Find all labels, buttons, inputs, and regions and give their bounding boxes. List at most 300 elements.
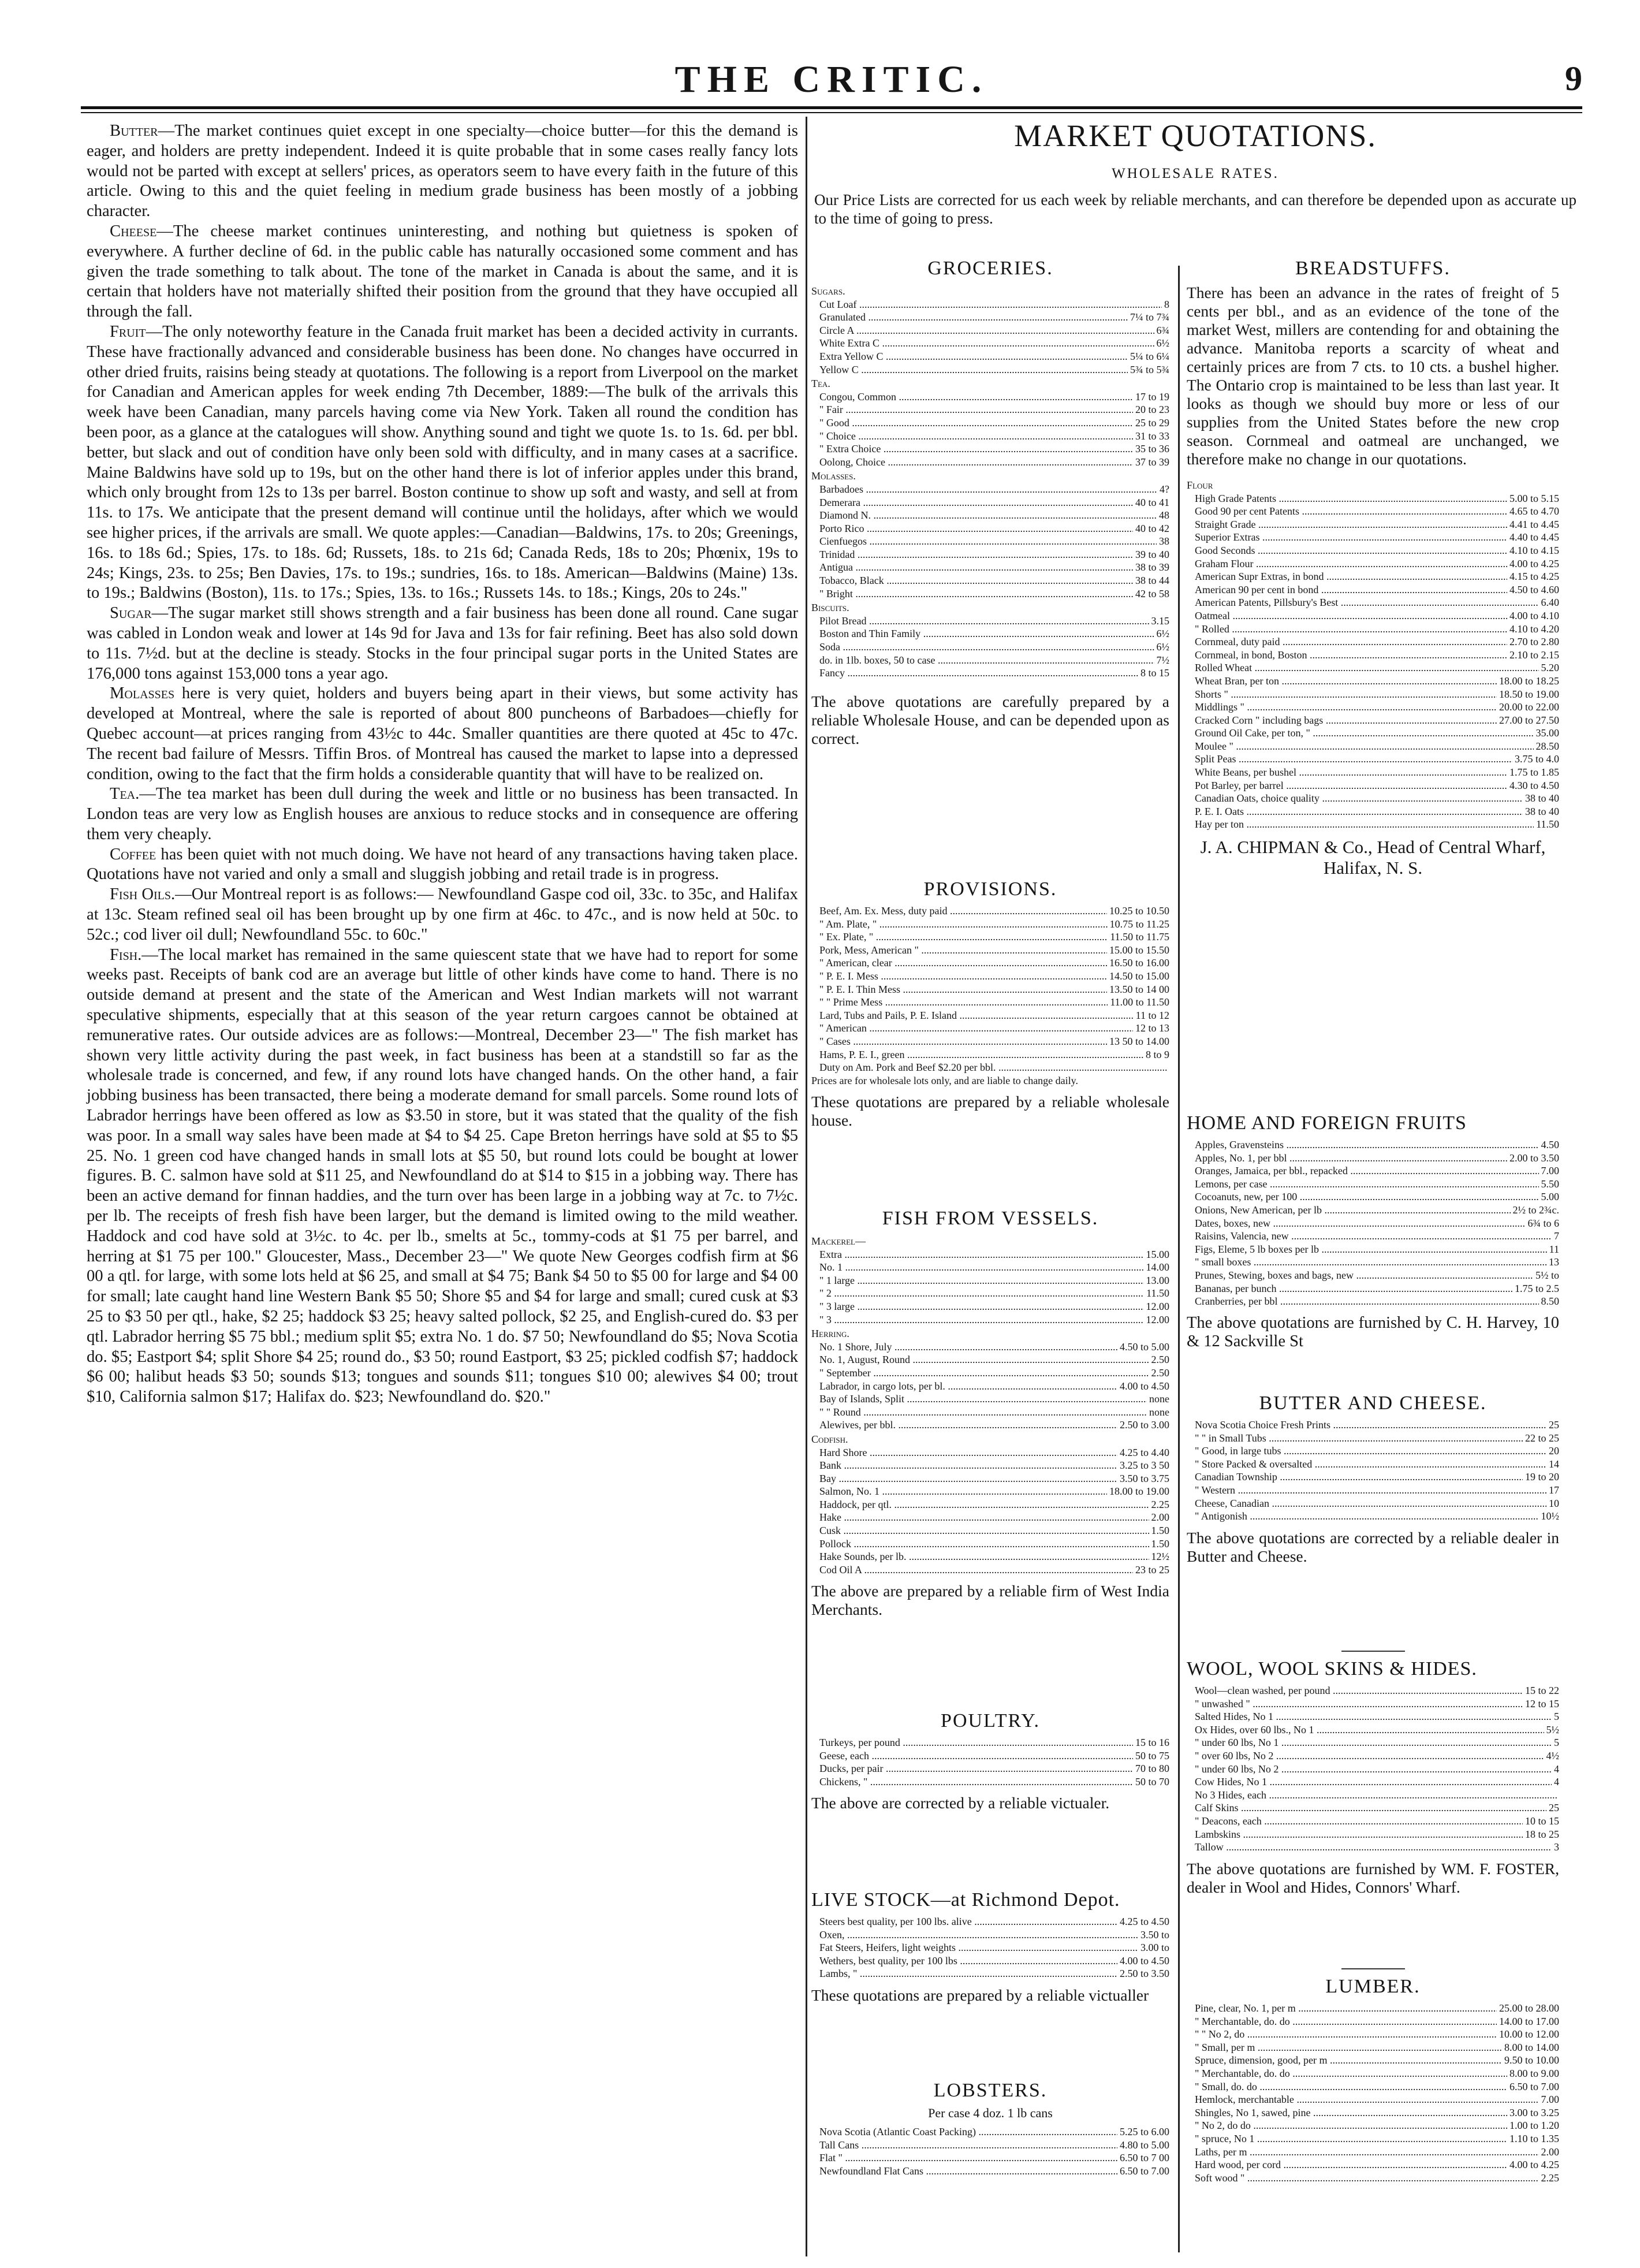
item-price: 3.25 to 3 50	[1119, 1459, 1169, 1472]
provisions-fine-print: Prices are for wholesale lots only, and are liable to change daily.	[811, 1074, 1078, 1086]
price-row	[811, 442, 1169, 456]
item-name: Oxen, .....	[811, 1928, 1138, 1942]
item-name: Wethers, best quality, per 100 lbs .....	[811, 1954, 1117, 1968]
price-row	[1187, 1710, 1559, 1723]
price-row	[811, 324, 1169, 337]
item-price: 6¾ to 6	[1527, 1217, 1559, 1229]
item-price: 25	[1549, 1419, 1559, 1431]
item-name: " American .....	[811, 1022, 1133, 1035]
item-price: 4.10 to 4.20	[1509, 623, 1559, 635]
item-price: 38	[1159, 535, 1169, 548]
item-price: 39 to 40	[1135, 548, 1169, 560]
price-row	[811, 337, 1169, 350]
item-name: Tall Cans .....	[811, 2139, 1117, 2152]
price-row	[1187, 805, 1559, 818]
item-price: 6.50 to 7.00	[1509, 2080, 1559, 2092]
price-row	[811, 416, 1169, 430]
report-paragraph	[87, 945, 798, 1407]
price-row	[811, 2139, 1169, 2152]
item-price: 10 to 15	[1525, 1815, 1559, 1827]
price-row	[1187, 766, 1559, 779]
report-text: —The sugar market still shows strength and a fair business has been done all round. Cane sugar was cabled in London weak and lower at 14s 9d for Java and 13s for fair refining. Beet has also sold down to 11s. 7½d. but at the decline is steady. Stocks in the four principal sugar ports in the United States are 176,000 tons against 153,000 tons a year ago.	[87, 604, 798, 683]
item-name: " Small, per m .....	[1187, 2041, 1502, 2054]
item-price: 20 to 23	[1135, 404, 1169, 416]
report-paragraph	[87, 121, 798, 222]
item-name: Dates, boxes, new .....	[1187, 1217, 1525, 1230]
section-rule	[1341, 1968, 1405, 1969]
item-price: 9.50 to 10.00	[1504, 2054, 1559, 2066]
item-name: Shingles, No 1, sawed, pine .....	[1187, 2106, 1507, 2120]
item-name: Bananas, per bunch .....	[1187, 1282, 1512, 1295]
price-row	[1187, 727, 1559, 740]
item-name: " " in Small Tubs .....	[1187, 1432, 1523, 1445]
price-row	[1187, 1190, 1559, 1204]
price-row	[1187, 2067, 1559, 2080]
price-row	[1187, 583, 1559, 597]
item-name: do. in 1lb. boxes, 50 to case .....	[811, 654, 1154, 667]
price-row	[811, 1406, 1169, 1419]
item-name: Superior Extras .....	[1187, 531, 1507, 544]
report-lead: Coffee	[110, 845, 156, 863]
price-row	[811, 1485, 1169, 1498]
item-name: " 3 large .....	[811, 1300, 1144, 1313]
price-row	[811, 970, 1169, 983]
item-name: Cusk .....	[811, 1524, 1149, 1537]
price-row	[1187, 2028, 1559, 2041]
column-divider	[806, 117, 807, 2256]
item-price: 5½ to	[1535, 1269, 1559, 1281]
item-price: 35 to 36	[1135, 443, 1169, 455]
item-price: 6.40	[1541, 597, 1559, 609]
item-name: Oolong, Choice .....	[811, 456, 1133, 469]
provisions-section	[811, 878, 1169, 1130]
item-name: Soda .....	[811, 640, 1154, 654]
item-name: Hard Shore .....	[811, 1446, 1117, 1459]
item-name: Hemlock, merchantable .....	[1187, 2093, 1539, 2106]
item-name: " Merchantable, do. do .....	[1187, 2015, 1497, 2028]
price-row	[811, 350, 1169, 363]
price-row	[1187, 1775, 1559, 1789]
item-name: High Grade Patents .....	[1187, 492, 1507, 505]
item-price: 70 to 80	[1135, 1763, 1169, 1775]
item-price: 7.00	[1541, 2094, 1559, 2106]
lumber-section	[1187, 1964, 1559, 2184]
provisions-table	[811, 904, 1169, 1074]
item-name: Geese, each .....	[811, 1749, 1133, 1763]
wool-hides-title: WOOL, WOOL SKINS & HIDES.	[1187, 1658, 1477, 1679]
item-price	[1167, 1061, 1169, 1074]
item-price: 38 to 40	[1525, 805, 1559, 817]
price-row	[1187, 570, 1559, 583]
price-row	[1187, 1828, 1559, 1841]
item-price: 4.50 to 5.00	[1119, 1340, 1169, 1353]
price-row	[1187, 2119, 1559, 2132]
item-name: Circle A .....	[811, 324, 1154, 337]
masthead	[81, 53, 1582, 105]
item-price: 20	[1549, 1445, 1559, 1457]
price-row	[1187, 1204, 1559, 1217]
price-row	[1187, 1269, 1559, 1282]
price-row	[1187, 1178, 1559, 1191]
item-price: 11.50	[1536, 818, 1559, 831]
price-row	[1187, 492, 1559, 505]
item-name: Duty on Am. Pork and Beef $2.20 per bbl. .....	[811, 1061, 1167, 1074]
item-name: Flat " .....	[811, 2151, 1117, 2165]
price-row	[811, 1261, 1169, 1274]
item-price: 7½	[1156, 654, 1169, 666]
item-price: 3.00 to	[1140, 1942, 1169, 1954]
item-price: 6.50 to 7 00	[1119, 2152, 1169, 2164]
item-name: Apples, Gravensteins .....	[1187, 1138, 1539, 1152]
item-price: 7.00	[1541, 1165, 1559, 1177]
item-price: 15 to 16	[1135, 1737, 1169, 1748]
item-name: Fancy .....	[811, 666, 1138, 680]
report-text: .—Our Montreal report is as follows:— Newfoundland Gaspe cod oil, 33c. to 35c, and Halifax at 13c. Steam refined seal oil has been brought up by one firm at 46c. to 47c., and is now held at 50c. to 52c.; cod liver oil dull; Newfoundland 55c. to 60c."	[87, 885, 798, 944]
item-price: 6.50 to 7.00	[1119, 2165, 1169, 2177]
item-price: 4.80 to 5.00	[1119, 2139, 1169, 2151]
item-price: 10.25 to 10.50	[1109, 905, 1169, 917]
item-price: 8 to 15	[1140, 667, 1169, 679]
item-price: 28.50	[1535, 740, 1559, 752]
item-price: 1.50	[1151, 1537, 1169, 1550]
price-row	[811, 390, 1169, 404]
category-heading: Molasses.	[811, 470, 856, 482]
item-price: 12½	[1151, 1551, 1169, 1563]
price-row	[1187, 1510, 1559, 1523]
price-row	[1187, 1152, 1559, 1165]
groceries-section	[811, 257, 1169, 748]
category-heading: Tea.	[811, 378, 830, 390]
item-price: 2.00	[1541, 2146, 1559, 2158]
price-row	[811, 1048, 1169, 1062]
wool-hides-note: The above quotations are furnished by WM. F. FOSTER, dealer in Wool and Hides, Connors' Wharf.	[1187, 1859, 1559, 1896]
item-name: Boston and Thin Family .....	[811, 627, 1154, 640]
report-lead: Fruit	[110, 322, 146, 341]
item-name: " No 2, do do .....	[1187, 2119, 1507, 2132]
item-name: Lemons, per case .....	[1187, 1178, 1539, 1191]
groceries-note: The above quotations are carefully prepared by a reliable Wholesale House, and can be depended upon as correct.	[811, 692, 1169, 747]
item-name: American 90 per cent in bond .....	[1187, 583, 1507, 597]
item-name: " " No 2, do .....	[1187, 2028, 1497, 2041]
price-row	[1187, 675, 1559, 688]
fruits-section	[1187, 1112, 1559, 1351]
item-price: 5½	[1546, 1723, 1559, 1736]
price-row	[811, 1459, 1169, 1472]
item-price: 4?	[1160, 483, 1169, 495]
poultry-section	[811, 1710, 1169, 1812]
price-row	[1187, 2106, 1559, 2120]
item-price: 2.50 to 3.00	[1119, 1419, 1169, 1431]
report-lead: Molasses	[110, 684, 175, 703]
price-row	[811, 1380, 1169, 1393]
price-row	[1187, 609, 1559, 623]
item-price: 18.00 to 19.00	[1109, 1485, 1169, 1498]
item-name: Moulee " .....	[1187, 740, 1534, 753]
item-price: 13.50 to 14 00	[1109, 983, 1169, 995]
price-row	[811, 1967, 1169, 1980]
item-name: Fat Steers, Heifers, light weights .....	[811, 1941, 1138, 1954]
item-name: Labrador, in cargo lots, per bl. .....	[811, 1380, 1117, 1393]
item-name: Soft wood " .....	[1187, 2172, 1539, 2185]
price-row	[811, 1563, 1169, 1577]
price-row	[811, 509, 1169, 522]
item-price: 5.00	[1541, 1191, 1559, 1203]
item-name: Bay of Islands, Split .....	[811, 1392, 1147, 1406]
price-row	[1187, 596, 1559, 609]
breadstuffs-note: J. A. CHIPMAN & Co., Head of Central Wharf, Halifax, N. S.	[1200, 837, 1546, 878]
item-name: " 3 .....	[811, 1313, 1144, 1327]
price-row	[1187, 1497, 1559, 1510]
item-price: 3.75 to 4.0	[1514, 753, 1559, 765]
price-row	[811, 548, 1169, 561]
item-price: 3	[1554, 1841, 1559, 1853]
price-row	[1187, 1243, 1559, 1256]
item-price: 4.65 to 4.70	[1509, 505, 1559, 517]
price-row	[811, 1928, 1169, 1942]
item-name: Hake .....	[811, 1511, 1149, 1524]
price-row	[811, 996, 1169, 1009]
item-name: Ducks, per pair .....	[811, 1762, 1133, 1775]
item-price: 10.75 to 11.25	[1109, 918, 1169, 930]
item-price: 40 to 42	[1135, 522, 1169, 534]
item-price: 18.00 to 18.25	[1499, 675, 1559, 687]
butter-cheese-section	[1187, 1392, 1559, 1566]
item-name: Lambs, " .....	[811, 1967, 1117, 1980]
item-price: 11.00 to 11.50	[1110, 996, 1169, 1008]
poultry-note: The above are corrected by a reliable victualer.	[811, 1794, 1110, 1812]
price-row	[811, 298, 1169, 311]
item-price: 3.15	[1151, 615, 1169, 627]
item-name: " spruce, No 1 .....	[1187, 2132, 1507, 2146]
price-row	[811, 1035, 1169, 1048]
price-row	[811, 1287, 1169, 1300]
report-lead: Butter	[110, 122, 158, 140]
price-row	[811, 918, 1169, 931]
item-name: Yellow C .....	[811, 363, 1128, 377]
price-row	[811, 1736, 1169, 1749]
price-row	[1187, 1230, 1559, 1243]
price-row	[1187, 2132, 1559, 2146]
price-row	[811, 930, 1169, 944]
item-price: 5.25 to 6.00	[1119, 2126, 1169, 2137]
price-row	[1187, 1470, 1559, 1484]
item-price: 4.30 to 4.50	[1509, 779, 1559, 791]
item-name: Chickens, " .....	[811, 1775, 1133, 1789]
item-name: " P. E. I. Mess .....	[811, 970, 1107, 983]
item-price: 38 to 39	[1135, 561, 1169, 573]
item-name: Pilot Bread .....	[811, 615, 1149, 628]
lobsters-subtitle: Per case 4 doz. 1 lb cans	[928, 2106, 1053, 2120]
item-price: 4.50	[1541, 1139, 1559, 1150]
item-name: Spruce, dimension, good, per m .....	[1187, 2054, 1502, 2067]
fish-title: FISH FROM VESSELS.	[882, 1208, 1099, 1229]
price-row	[1187, 792, 1559, 805]
price-row	[1187, 544, 1559, 557]
breadstuffs-table	[1187, 478, 1559, 831]
price-row	[811, 1248, 1169, 1261]
item-price: 6½	[1156, 628, 1169, 640]
price-row	[811, 640, 1169, 654]
price-row	[1187, 2146, 1559, 2159]
item-price: 14.50 to 15.00	[1109, 970, 1169, 982]
item-name: Trinidad .....	[811, 548, 1133, 561]
price-row	[1187, 1432, 1559, 1445]
item-price: 4.10 to 4.15	[1509, 544, 1559, 556]
item-name: Oranges, Jamaica, per bbl., repacked .....	[1187, 1164, 1539, 1178]
fish-section	[811, 1207, 1169, 1619]
price-row	[811, 627, 1169, 640]
price-row	[1187, 1282, 1559, 1295]
item-price: 2.50 to 3.50	[1119, 1968, 1169, 1980]
groceries-title: GROCERIES.	[927, 258, 1053, 279]
price-row	[811, 456, 1169, 469]
item-name: White Extra C .....	[811, 337, 1154, 350]
wool-hides-section	[1187, 1646, 1559, 1897]
lobsters-table	[811, 2125, 1169, 2177]
price-row	[811, 561, 1169, 574]
price-row	[811, 1061, 1169, 1074]
item-price: 4½	[1546, 1749, 1559, 1761]
price-row	[811, 1472, 1169, 1485]
item-name: Middlings " .....	[1187, 701, 1497, 714]
item-price: 4	[1554, 1763, 1559, 1775]
price-row	[1187, 1164, 1559, 1178]
item-name: Split Peas .....	[1187, 753, 1512, 766]
item-name: " Antigonish .....	[1187, 1510, 1539, 1523]
price-row	[1187, 2158, 1559, 2172]
item-name: Congou, Common .....	[811, 390, 1133, 404]
item-name: Cienfuegos .....	[811, 535, 1157, 548]
item-price: 3.50 to 3.75	[1119, 1472, 1169, 1484]
price-row	[1187, 1697, 1559, 1711]
price-row	[811, 1366, 1169, 1380]
item-price: 4.41 to 4.45	[1509, 518, 1559, 530]
report-text: here is very quiet, holders and buyers being apart in their views, but some activity has developed at Montreal, where the sale is reported of about 800 puncheons of Barbadoes—chiefly for Quebec account—at prices ranging from 43½c to 44c. Smaller quantities are there quoted at 45c to 47c. The recent bad failure of Messrs. Tiffin Bros. of Montreal has caused the market to lapse into a depressed condition, owing to the fact that the firm holds a considerable quantity that will have to be realized on.	[87, 684, 798, 783]
item-name: No. 1 Shore, July .....	[811, 1340, 1117, 1354]
item-name: " September .....	[811, 1366, 1149, 1380]
price-row	[811, 1537, 1169, 1551]
item-price	[1557, 1789, 1559, 1802]
price-row	[1187, 1458, 1559, 1471]
item-name: Porto Rico .....	[811, 522, 1133, 535]
item-name: Cornmeal, in bond, Boston .....	[1187, 649, 1507, 662]
item-price: 5¾ to 5¾	[1130, 363, 1169, 375]
item-name: Beef, Am. Ex. Mess, duty paid .....	[811, 904, 1107, 918]
lumber-table	[1187, 2002, 1559, 2184]
price-row	[1187, 649, 1559, 662]
item-price: 13 50 to 14.00	[1109, 1035, 1169, 1047]
price-row	[1187, 1295, 1559, 1308]
report-paragraph	[87, 604, 798, 684]
item-name: " small boxes .....	[1187, 1256, 1546, 1269]
report-text: .—The local market has remained in the same quiescent state that we have had to report for some weeks past. Receipts of bank cod are an average but little of other kinds have come to hand. There is no outside demand at present and the state of the American and West Indian markets will not warrant speculative shipments, especially that at this season of the year return cargoes cannot be obtained at remunerative rates. Our outside advices are as follows:—Montreal, December 23—" The fish market has shown very little activity during the past week, in fact business has been at a standstill so far as the wholesale trade is concerned, and few, if any round lots have changed hands. On the other hand, a fair jobbing business has been transacted, there being a moderate demand for small parcels. Some round lots of Labrador herrings have been offered as low as $3.50 in store, but it was stated that the quality of the fish was poor. In a small way sales have been made at $4 to $4 25. Cape Breton herrings have sold at $5 to $5 25. No. 1 green cod have changed hands in small lots at $5 50, but round lots could be bought at lower figures. B. C. salmon have sold at $11 25, and Newfoundland do at $14 to $15 in a jobbing way. There has been an active demand for finnan haddies, and the turn over has been large in a jobbing way at 7c. to 7½c. per lb. The receipts of fresh fish have been larger, but the demand is limited owing to the mild weather. Haddock and cod have sold at 3½c. to 4c. per lb., smelts at 5c., tommy-cods at $1 75 per barrel, and herring at $1 75 per 100." Gloucester, Mass., December 23—" We quote New Georges codfish firm at $6 00 a qtl. for large, with some lots held at $6 25, and small at $4 75; Bank $4 50 to $5 00 for large and $4 00 for small; late caught hand line Western Bank $5 50; Shore $5 and $4 for large and small; cured cusk at $3 25 to $3 50 per qtl., hake, $2 25; haddock $3 25; heavy salted pollock, $2 25, and English-cured do. $3 per qtl. Labrador herring $5 75 bbl.; medium split $5; extra No. 1 do. $7 50; Newfoundland do $5; Nova Scotia do. $5; Eastport $4; split Shore $4 25; round do., $3 50; round Eastport, $3 25; pickled codfish $7; haddock $6 00; halibut heads $3 50; sounds $13; tongues and sounds $11; tongues $10 00; alewives $4 00; trout $10, California salmon $17; Halifax do. $23; Newfoundland do. $20."	[87, 945, 798, 1406]
item-name: " American, clear .....	[811, 956, 1107, 970]
price-row	[811, 496, 1169, 509]
item-name: " 1 large .....	[811, 1274, 1144, 1287]
report-lead: Tea	[110, 785, 136, 803]
item-price: 19 to 20	[1525, 1471, 1559, 1483]
item-price: 50 to 70	[1135, 1775, 1169, 1787]
item-name: " under 60 lbs, No 2 .....	[1187, 1763, 1552, 1776]
butter-cheese-note: The above quotations are corrected by a reliable dealer in Butter and Cheese.	[1187, 1528, 1559, 1565]
price-row	[811, 483, 1169, 496]
price-row	[811, 1524, 1169, 1537]
item-price: 12 to 15	[1525, 1697, 1559, 1710]
price-row	[1187, 714, 1559, 727]
price-row	[1187, 2015, 1559, 2028]
fish-note: The above are prepared by a reliable firm of West India Merchants.	[811, 1582, 1169, 1619]
item-name: Hams, P. E. I., green .....	[811, 1048, 1143, 1062]
item-price: 7¼ to 7¾	[1130, 311, 1169, 323]
item-name: Cut Loaf .....	[811, 298, 1162, 311]
poultry-table	[811, 1736, 1169, 1788]
item-price: 11 to 12	[1135, 1009, 1169, 1021]
item-name: Salmon, No. 1 .....	[811, 1485, 1107, 1498]
item-name: Alewives, per bbl. .....	[811, 1418, 1117, 1432]
lobsters-title: LOBSTERS.	[933, 2080, 1048, 2101]
item-name: Cornmeal, duty paid .....	[1187, 635, 1507, 649]
item-name: No. 1 .....	[811, 1261, 1144, 1274]
report-paragraph	[87, 845, 798, 885]
item-name: Demerara .....	[811, 496, 1133, 509]
item-price: 37 to 39	[1135, 456, 1169, 468]
item-price: 15.00	[1146, 1248, 1169, 1260]
price-row	[1187, 1256, 1559, 1269]
price-row	[811, 430, 1169, 443]
price-row	[811, 1775, 1169, 1789]
market-reports-column	[87, 121, 798, 1407]
item-name: Lard, Tubs and Pails, P. E. Island .....	[811, 1009, 1134, 1022]
item-price: 11.50 to 11.75	[1110, 931, 1169, 943]
item-price: 18 to 25	[1525, 1828, 1559, 1840]
item-name: " Western .....	[1187, 1484, 1546, 1497]
item-price: 4.00 to 4.50	[1119, 1380, 1169, 1392]
report-text: —The cheese market continues uninteresting, and nothing but quietness is spoken of everywhere. A further decline of 6d. in the public cable has naturally occasioned some comment and has given the trade something to talk about. The tone of the market in Canada is about the same, and it is certain that holders have not materially shifted their position from the ground that they have occupied all through the fall.	[87, 222, 798, 321]
price-row	[1187, 1684, 1559, 1697]
price-row	[811, 1418, 1169, 1432]
item-name: Pollock .....	[811, 1537, 1149, 1551]
item-name: Bank .....	[811, 1459, 1117, 1472]
provisions-note: These quotations are prepared by a reliable wholesale house.	[811, 1093, 1169, 1130]
item-name: Straight Grade .....	[1187, 518, 1507, 531]
item-price: 4	[1554, 1776, 1559, 1788]
price-row	[1187, 1418, 1559, 1432]
item-price: 12.00	[1146, 1300, 1169, 1312]
item-price: 1.10 to 1.35	[1509, 2132, 1559, 2144]
category-heading: Biscuits.	[811, 602, 849, 614]
price-row	[1187, 557, 1559, 571]
livestock-section	[811, 1889, 1169, 2005]
item-name: " over 60 lbs, No 2 .....	[1187, 1749, 1544, 1763]
item-name: White Beans, per bushel .....	[1187, 766, 1507, 779]
report-text: .—The tea market has been dull during the week and little or no business has been transacted. In London teas are very low as English houses are anxious to reduce stocks and in consequence are offering them very cheaply.	[87, 785, 798, 843]
item-price: 35.00	[1535, 727, 1559, 739]
item-price: 25 to 29	[1135, 416, 1169, 429]
category-heading: Flour	[1187, 479, 1213, 491]
item-price: 38 to 40	[1525, 792, 1559, 805]
item-price: 8.00 to 14.00	[1504, 2041, 1559, 2053]
price-row	[1187, 1484, 1559, 1497]
item-price: 14	[1549, 1458, 1559, 1470]
price-row	[811, 535, 1169, 548]
item-name: Cranberries, per bbl .....	[1187, 1295, 1539, 1308]
item-name: Haddock, per qtl. .....	[811, 1498, 1149, 1511]
price-row	[811, 944, 1169, 957]
item-name: Granulated .....	[811, 311, 1128, 324]
fruits-table	[1187, 1138, 1559, 1308]
item-price: 5	[1554, 1737, 1559, 1749]
item-name: Graham Flour .....	[1187, 557, 1507, 571]
